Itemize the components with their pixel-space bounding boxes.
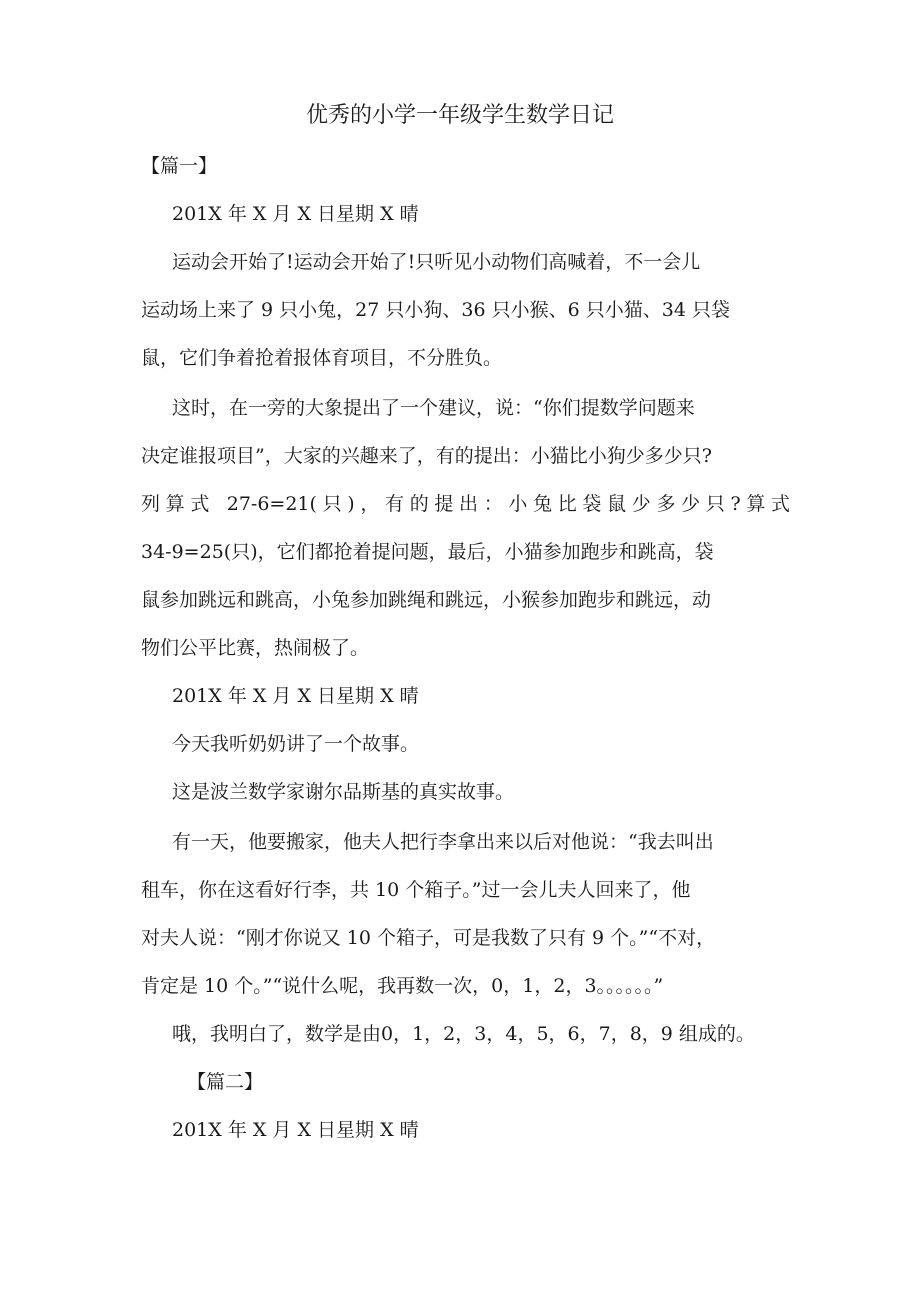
paragraph-line: 34-9=25(只)，它们都抢着提问题，最后，小猫参加跑步和跳高，袋 (141, 541, 714, 563)
paragraph-line: 今天我听奶奶讲了一个故事。 (172, 733, 420, 755)
paragraph-line: 这是波兰数学家谢尔品斯基的真实故事。 (172, 781, 515, 803)
paragraph-line: 物们公平比赛，热闹极了。 (141, 637, 370, 659)
paragraph-line: 鼠，它们争着抢着报体育项目，不分胜负。 (141, 347, 503, 369)
paragraph-line: 决定谁报项目”，大家的兴趣来了，有的提出：小猫比小狗少多少只? (141, 445, 712, 467)
diary-date: 201X 年 X 月 X 日星期 X 晴 (172, 685, 419, 707)
paragraph-line: 肯定是 10 个。”“说什么呢，我再数一次，0，1，2，3。。。。。。” (141, 975, 664, 997)
paragraph-line: 鼠参加跳远和跳高，小兔参加跳绳和跳远，小猴参加跑步和跳远，动 (141, 589, 712, 611)
section-heading: 【篇二】 (187, 1071, 264, 1093)
paragraph-line: 租车，你在这看好行李，共 10 个箱子。”过一会儿夫人回来了，他 (141, 879, 691, 901)
paragraph-line: 有一天，他要搬家，他夫人把行李拿出来以后对他说：“我去叫出 (172, 831, 714, 853)
paragraph-line: 列算式 27-6=21(只)，有的提出：小兔比袋鼠少多少只?算式 (141, 493, 790, 515)
diary-date: 201X 年 X 月 X 日星期 X 晴 (172, 1119, 419, 1141)
section-heading: 【篇一】 (141, 155, 218, 177)
paragraph-line: 运动场上来了 9 只小兔，27 只小狗、36 只小猴、6 只小猫、34 只袋 (141, 299, 730, 321)
paragraph-line: 哦，我明白了，数学是由0，1，2，3，4，5，6，7，8，9 组成的。 (172, 1023, 755, 1045)
page-title: 优秀的小学一年级学生数学日记 (305, 103, 614, 128)
diary-date: 201X 年 X 月 X 日星期 X 晴 (172, 203, 419, 225)
paragraph-line: 运动会开始了!运动会开始了!只听见小动物们高喊着，不一会儿 (172, 251, 701, 273)
paragraph-line: 对夫人说：“刚才你说又 10 个箱子，可是我数了只有 9 个。”“不对， (141, 927, 716, 949)
paragraph-line: 这时，在一旁的大象提出了一个建议，说：“你们提数学问题来 (172, 397, 695, 419)
